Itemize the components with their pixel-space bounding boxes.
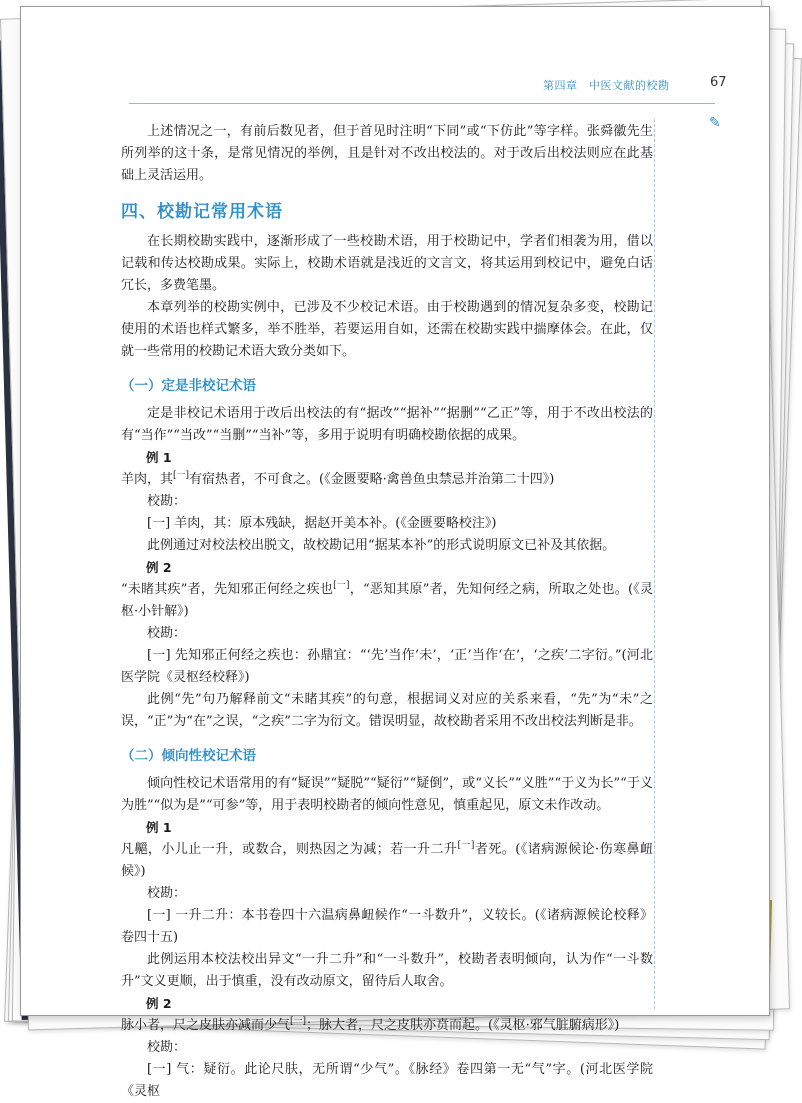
example-text: 凡齆，小儿止一升，或数合，则热因之为减；若一升二升[一]者死。(《诸病源候论·伤寒鼻衄候》) <box>121 840 653 879</box>
note-marker: [一] <box>173 470 190 481</box>
document-page <box>20 6 770 1099</box>
example-comment: 此例通过对校法校出脱文，故校勘记用“据某本补”的形式说明原文已补及其依据。 <box>147 538 616 553</box>
section-title: 四、校勘记常用术语 <box>121 202 283 222</box>
example-label: 例 2 <box>146 560 172 575</box>
intro-paragraph: 上述情况之一，有前后数见者，但于首见时注明“下同”或“下仿此”等字样。张舜徽先生所列举的这十条，是常见情况的举例，且是针对不改出校法的。对于改后出校法则应在此基础上灵活运用。 <box>121 124 653 183</box>
collation-note: [一] 先知邪正何经之疾也：孙鼎宜：“‘先’当作‘未’，‘正’当作‘在’，‘之疾’二字衍。”(河北医学院《灵枢经校释》) <box>121 648 653 685</box>
example-comment: 此例“先”句乃解释前文“未睹其疾”的句意，根据词义对应的关系来看，“先”为“未”之误，“正”为“在”之误，“之疾”二字为衍文。错误明显，故校勘者采用不改出校法判断是非。 <box>121 692 653 729</box>
subsection-paragraph: 定是非校记术语用于改后出校法的有“据改”“据补”“据删”“乙正”等，用于不改出校法的有“当作”“当改”“当删”“当补”等，多用于说明有明确校勘依据的成果。 <box>121 406 653 443</box>
collation-note: [一] 气：疑衍。此论尺肤，无所谓“少气”。《脉经》卷四第一无“气”字。(河北医学院《灵枢 <box>121 1062 653 1099</box>
collation-label: 校勘： <box>147 494 187 509</box>
note-marker: [一] <box>290 1016 307 1027</box>
note-marker: [一] <box>457 840 475 851</box>
example-text: 脉小者，尺之皮肤亦减而少气[一]；脉大者，尺之皮肤亦贲而起。(《灵枢·邪气脏腑病形》) <box>121 1016 620 1033</box>
subsection-title: （一）定是非校记术语 <box>121 378 256 394</box>
collation-note: [一] 羊肉，其：原本残缺，据赵开美本补。(《金匮要略校注》) <box>147 516 497 531</box>
page-header <box>21 73 769 95</box>
example-text: 羊肉，其[一]有宿热者，不可食之。(《金匮要略·禽兽鱼虫禁忌并治第二十四》) <box>121 470 555 487</box>
example-label: 例 1 <box>146 820 172 835</box>
header-rule <box>129 103 715 104</box>
example-text: “未睹其疾”者，先知邪正何经之疾也[一]，“恶知其原”者，先知何经之病，所取之处也。(《灵枢·小针解》) <box>121 580 653 619</box>
page-body <box>121 121 653 1103</box>
section-paragraph: 在长期校勘实践中，逐渐形成了一些校勘术语，用于校勘记中，学者们相袭为用，借以记载和传达校勘成果。实际上，校勘术语就是浅近的文言文，将其运用到校记中，避免白话冗长，多费笔墨。 <box>121 234 653 293</box>
subsection-title: （二）倾向性校记术语 <box>121 748 256 764</box>
margin-rule <box>654 119 655 1009</box>
note-marker: [一] <box>333 580 350 591</box>
pen-icon: ✎ <box>709 115 721 131</box>
subsection-paragraph: 倾向性校记术语常用的有“疑误”“疑脱”“疑衍”“疑倒”，或“义长”“义胜”“于义为长”“于义为胜”“似为是”“可参”等，用于表明校勘者的倾向性意见，慎重起见，原文未作改动。 <box>121 776 653 813</box>
page-number: 67 <box>710 75 727 90</box>
collation-label: 校勘： <box>147 626 187 641</box>
example-comment: 此例运用本校法校出异文“一升二升”和“一斗数升”，校勘者表明倾向，认为作“一斗数升”文义更顺，出于慎重，没有改动原文，留待后人取舍。 <box>121 952 653 989</box>
example-label: 例 1 <box>146 450 172 465</box>
collation-note: [一] 一升二升：本书卷四十六温病鼻衄候作“一斗数升”，义较长。(《诸病源候论校释》卷四十五) <box>121 908 653 945</box>
collation-label: 校勘： <box>147 886 187 901</box>
collation-label: 校勘： <box>147 1040 187 1055</box>
section-paragraph: 本章列举的校勘实例中，已涉及不少校记术语。由于校勘遇到的情况复杂多变，校勘记使用的术语也样式繁多，举不胜举，若要运用自如，还需在校勘实践中揣摩体会。在此，仅就一些常用的校勘记术语大致分类如下。 <box>121 300 653 359</box>
chapter-title: 第四章 中医文献的校勘 <box>543 79 670 92</box>
example-label: 例 2 <box>146 996 172 1011</box>
